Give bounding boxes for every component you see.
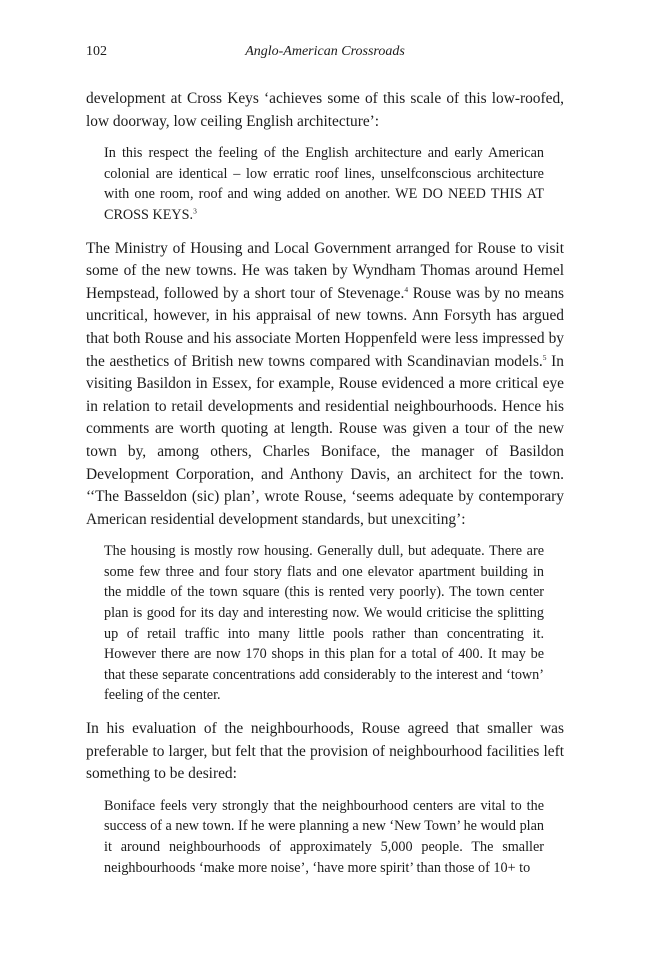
footnote-ref-5[interactable]: 5 (542, 352, 547, 362)
block-quote-2 (104, 541, 544, 706)
block-quote-2-text: The housing is mostly row housing. Generally dull, but adequate. There are some few three and four story flats and one elevator apartment building in the middle of the town square (this is rented very poorly). The town center plan is good for its day and interesting now. We would criticise the splitting up of retail traffic into many little pools rather than concentrating it. However there are now 170 shops in this plan for a total of 400. It may be that these separate concentrations add considerably to the interest and ‘town’ feeling of the center. (104, 543, 544, 704)
paragraph-2 (86, 238, 564, 532)
block-quote-1-text (104, 143, 544, 225)
paragraph-2-part-a: The Ministry of Housing and Local Government arranged for Rouse to visit some of the new towns. He was taken by Wyndham Thomas around Hemel Hempstead, followed by a short tour of Stevenage. (86, 239, 564, 302)
paragraph-2-part-c: In visiting Basildon in Essex, for example, Rouse evidenced a more critical eye in relation to retail developments and residential neighbourhoods. Hence his comments are worth quoting at length. Rouse was given a tour of the new town by, among others, Charles Boniface, the manager of Basildon Development Corporation, and Anthony Davis, an architect for the town. ‘‘The Basseldon (sic) plan’, wrote Rouse, ‘seems adequate by contemporary American residential development standards, but unexciting’: (86, 352, 564, 528)
block-quote-1-body: In this respect the feeling of the English architecture and early American colonial are identical – low erratic roof lines, unselfconscious architecture with one room, roof and wing added on another. WE DO NEED THIS AT CROSS KEYS. (104, 145, 544, 223)
block-quote-3-text: Boniface feels very strongly that the neighbourhood centers are vital to the success of a new town. If he were planning a new ‘New Town’ he would plan it around neighbourhoods of approximately 5,000 people. The smaller neighbourhoods ‘make more noise’, ‘have more spirit’ than those of 10+ to (104, 797, 544, 876)
paragraph-1: development at Cross Keys ‘achieves some of this scale of this low-roofed, low doorway, low ceiling English architecture’: (86, 90, 564, 130)
running-header (86, 40, 564, 66)
block-quote-3 (104, 796, 544, 878)
running-title: Anglo-American Crossroads (245, 44, 405, 59)
footnote-ref-3[interactable]: 3 (193, 206, 197, 216)
page-number: 102 (86, 44, 107, 59)
block-quote-1 (104, 143, 544, 225)
book-page (86, 40, 564, 890)
paragraph-2-part-b: Rouse was by no means uncritical, however, in his appraisal of new towns. Ann Forsyth has argued that both Rouse and his associate Morten Hoppenfeld were less impressed by the aesthetics of British new towns compared with Scandinavian models. (86, 284, 565, 370)
paragraph-3: In his evaluation of the neighbourhoods, Rouse agreed that smaller was preferable to larger, but felt that the provision of neighbourhood facilities left something to be desired: (86, 720, 564, 783)
footnote-ref-4[interactable]: 4 (404, 284, 409, 294)
body-text (86, 88, 564, 878)
